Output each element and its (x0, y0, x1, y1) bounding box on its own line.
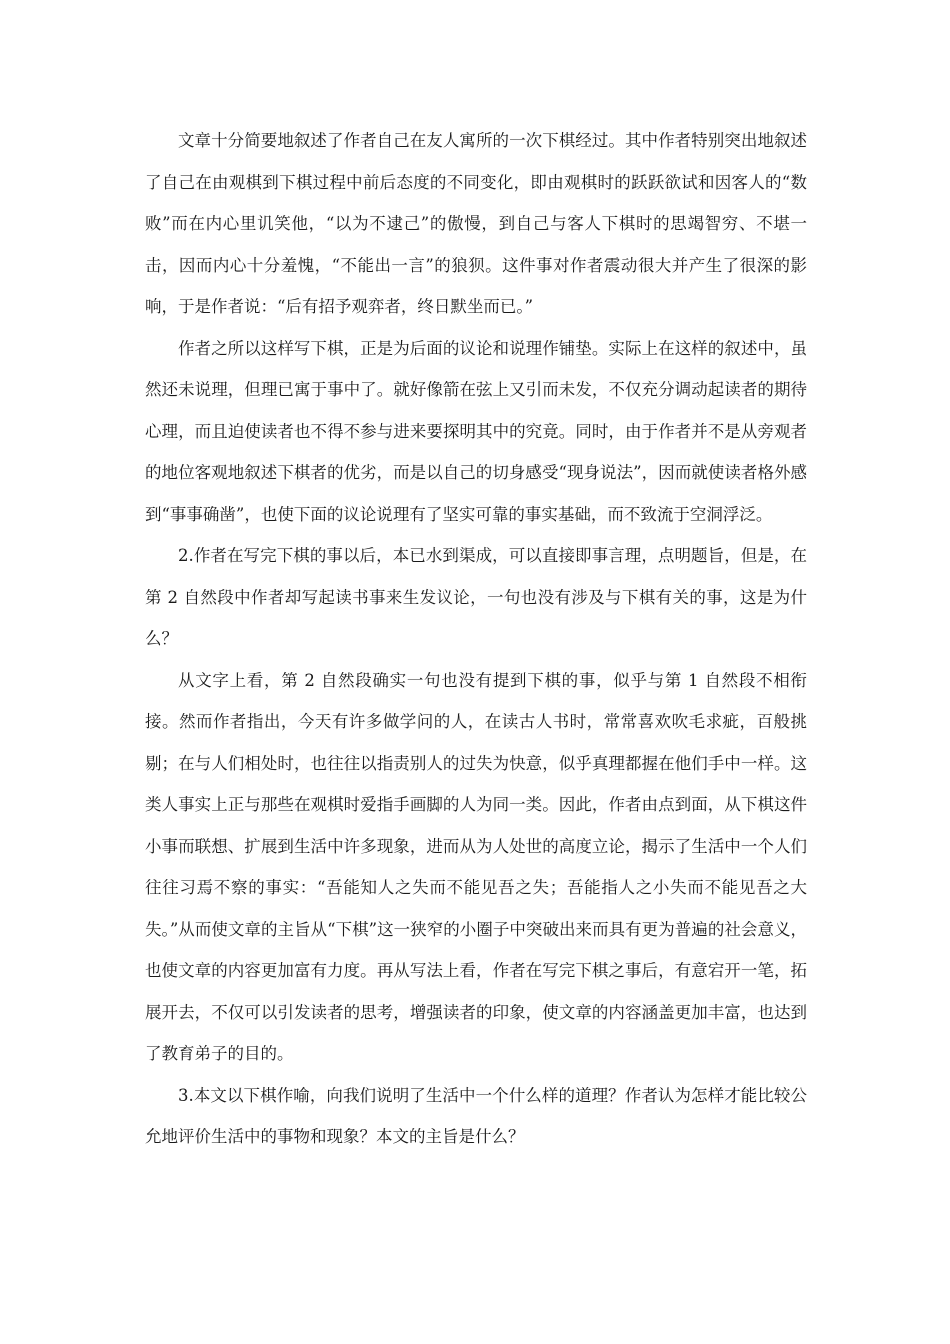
question-3: 3.本文以下棋作喻，向我们说明了生活中一个什么样的道理？作者认为怎样才能比较公允地评价生活中的事物和现象？本文的主旨是什么？ (145, 1085, 807, 1146)
answer-2: 从文字上看，第 2 自然段确实一句也没有提到下棋的事，似乎与第 1 自然段不相衔接。然而作者指出，今天有许多做学问的人，在读古人书时，常常喜欢吹毛求疵，百般挑剔；在与人们相处时，也往往以指责别人的过失为快意，似乎真理都握在他们手中一样。这类人事实上正与那些在观棋时爱指手画脚的人为同一类。因此，作者由点到面，从下棋这件小事而联想、扩展到生活中许多现象，进而从为人处世的高度立论，揭示了生活中一个人们往往习焉不察的事实：“吾能知人之失而不能见吾之失；吾能指人之小失而不能见吾之大失。”从而使文章的主旨从“下棋”这一狭窄的小圈子中突破出来而具有更为普遍的社会意义，也使文章的内容更加富有力度。再从写法上看，作者在写完下棋之事后，有意宕开一笔，拓展开去，不仅可以引发读者的思考，增强读者的印象，使文章的内容涵盖更加丰富，也达到了教育弟子的目的。 (145, 670, 807, 1063)
document-body (145, 120, 807, 1158)
paragraph-narrative-purpose: 作者之所以这样写下棋，正是为后面的议论和说理作铺垫。实际上在这样的叙述中，虽然还未说理，但理已寓于事中了。就好像箭在弦上又引而未发，不仅充分调动起读者的期待心理，而且迫使读者也不得不参与进来要探明其中的究竟。同时，由于作者并不是从旁观者的地位客观地叙述下棋者的优劣，而是以自己的切身感受“现身说法”，因而就使读者格外感到“事事确凿”，也使下面的议论说理有了坚实可靠的事实基础，而不致流于空洞浮泛。 (145, 338, 807, 524)
question-2: 2.作者在写完下棋的事以后，本已水到渠成，可以直接即事言理，点明题旨，但是，在第 2 自然段中作者却写起读书事来生发议论，一句也没有涉及与下棋有关的事，这是为什么？ (145, 546, 807, 648)
paragraph-narrative-summary: 文章十分简要地叙述了作者自己在友人寓所的一次下棋经过。其中作者特别突出地叙述了自己在由观棋到下棋过程中前后态度的不同变化，即由观棋时的跃跃欲试和因客人的“数败”而在内心里讥笑他，“以为不逮己”的傲慢，到自己与客人下棋时的思竭智穷、不堪一击，因而内心十分羞愧，“不能出一言”的狼狈。这件事对作者震动很大并产生了很深的影响，于是作者说：“后有招予观弈者，终日默坐而已。” (145, 131, 807, 316)
